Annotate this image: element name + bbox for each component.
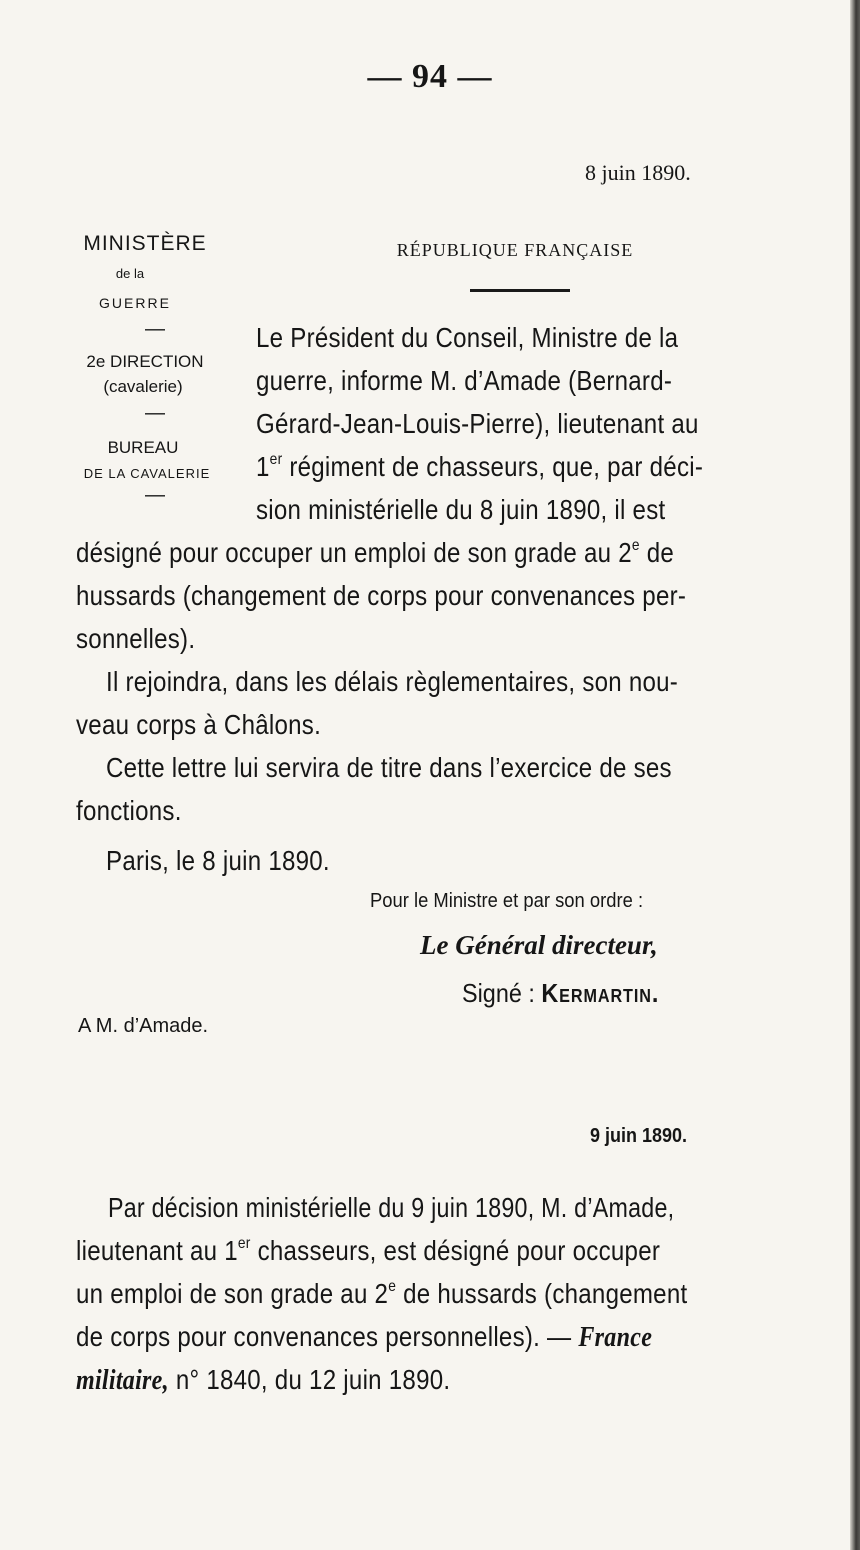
p3-line-2: fonctions. — [76, 795, 182, 826]
margin-de-la: de la — [115, 266, 145, 281]
margin-bureau: BUREAU — [107, 438, 179, 457]
signature-line-2: Le Général directeur, — [420, 930, 658, 960]
p1-line-3: Gérard-Jean-Louis-Pierre), lieutenant au — [256, 408, 699, 439]
recipient: A M. d’Amade. — [78, 1015, 209, 1037]
p1-line-8: sonnelles). — [76, 623, 196, 654]
letter1-date: 8 juin 1890. — [585, 160, 691, 185]
margin-dash-3: — — [145, 484, 165, 506]
book-spine-edge — [850, 0, 860, 1550]
p1-line-4: 1er régiment de chasseurs, que, par déci- — [256, 451, 704, 482]
margin-direction: 2e DIRECTION — [86, 352, 204, 371]
margin-guerre: GUERRE — [99, 295, 171, 311]
margin-dash-2: — — [145, 402, 165, 424]
letter2-date: 9 juin 1890. — [590, 1125, 688, 1147]
p2-line-2: veau corps à Châlons. — [76, 709, 322, 740]
margin-dash-1: — — [145, 318, 165, 340]
margin-de-la-cavalerie: DE LA CAVALERIE — [83, 466, 211, 481]
p1-line-6: désigné pour occuper un emploi de son grade au 2e de — [76, 537, 675, 568]
heading-rule — [470, 289, 570, 292]
signature-line-3: Signé : Kermartin. — [462, 978, 660, 1008]
margin-ministere: MINISTÈRE — [83, 232, 207, 255]
p1-line-7: hussards (changement de corps pour convenances per- — [76, 580, 687, 611]
l2-line-2: lieutenant au 1er chasseurs, est désigné pour occuper — [76, 1235, 661, 1266]
l2-line-4: de corps pour convenances personnelles). — France — [76, 1321, 653, 1353]
p1-line-5: sion ministérielle du 8 juin 1890, il est — [256, 494, 666, 525]
p3-line-1: Cette lettre lui servira de titre dans l’exercice de ses — [106, 752, 672, 783]
l2-line-5: militaire, n° 1840, du 12 juin 1890. — [76, 1364, 451, 1396]
p2-line-1: Il rejoindra, dans les délais règlementaires, son nou- — [106, 666, 679, 697]
page-number: — 94 — — [367, 58, 493, 95]
place-date: Paris, le 8 juin 1890. — [106, 845, 330, 876]
p1-line-1: Le Président du Conseil, Ministre de la — [256, 322, 679, 353]
republique-heading: RÉPUBLIQUE FRANÇAISE — [396, 240, 634, 260]
margin-cavalerie: (cavalerie) — [103, 377, 183, 396]
l2-line-3: un emploi de son grade au 2e de hussards (changement — [76, 1278, 688, 1309]
l2-line-1: Par décision ministérielle du 9 juin 1890, M. d’Amade, — [108, 1192, 675, 1223]
p1-line-2: guerre, informe M. d’Amade (Bernard- — [256, 365, 673, 396]
signature-line-1: Pour le Ministre et par son ordre : — [370, 890, 644, 912]
